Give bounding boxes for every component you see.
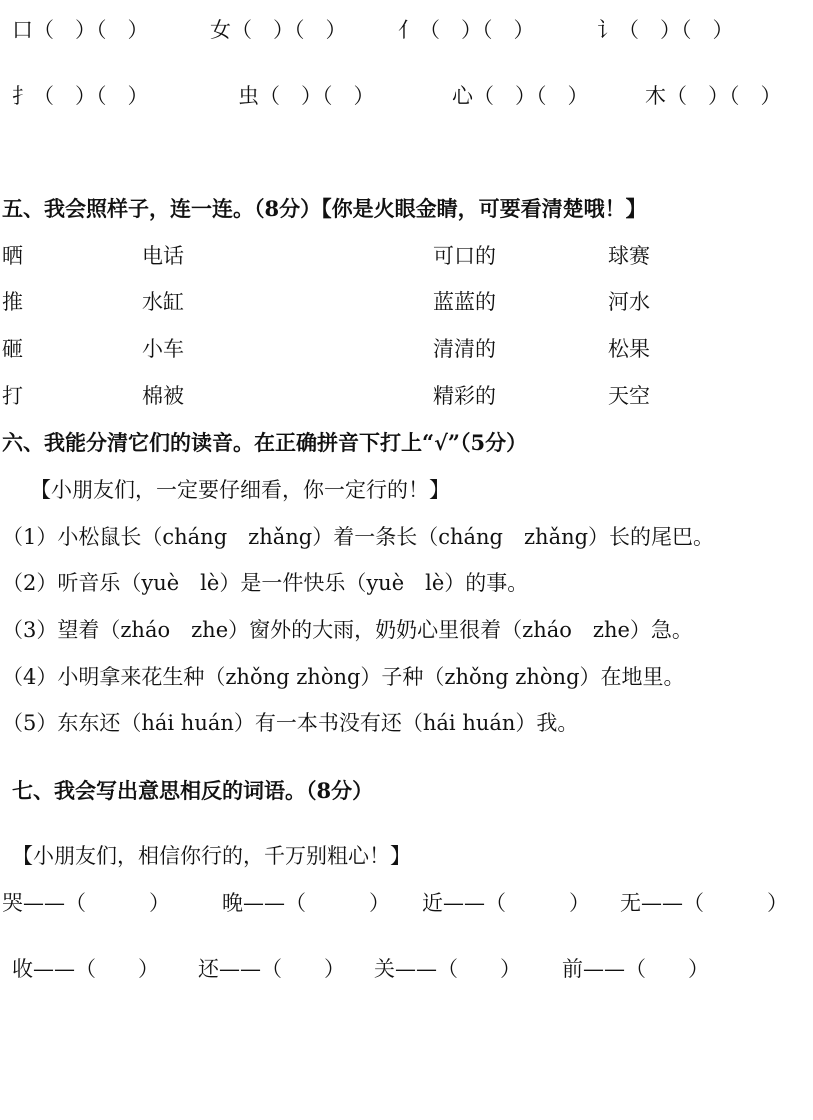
match-noun: 小车 — [142, 337, 184, 361]
radical-item: 亻（ ）（ ） — [398, 18, 535, 42]
match-verb: 砸 — [2, 337, 23, 361]
pinyin-item-4: （4）小明拿来花生种（zhǒng zhòng）子种（zhǒng zhòng）在地里。 — [2, 665, 685, 689]
antonym-item: 收——（ ） — [12, 957, 159, 981]
match-verb: 推 — [2, 290, 23, 314]
match-verb: 晒 — [2, 244, 23, 268]
antonym-item: 关——（ ） — [374, 957, 521, 981]
radical-item: 心（ ）（ ） — [452, 84, 589, 108]
match-adjective: 清清的 — [433, 337, 496, 361]
radical-item: 口（ ）（ ） — [12, 18, 149, 42]
section6-note: 【小朋友们，一定要仔细看，你一定行的！】 — [30, 478, 450, 502]
antonym-item: 哭——（ ） — [2, 891, 170, 915]
match-adjective: 精彩的 — [433, 384, 496, 408]
radical-item: 虫（ ）（ ） — [238, 84, 375, 108]
match-noun: 水缸 — [142, 290, 184, 314]
section5-heading: 五、我会照样子，连一连。（8分）【你是火眼金睛，可要看清楚哦！】 — [2, 196, 647, 221]
antonym-item: 还——（ ） — [198, 957, 345, 981]
radical-item: 扌（ ）（ ） — [12, 84, 149, 108]
antonym-item: 近——（ ） — [422, 891, 590, 915]
antonym-item: 前——（ ） — [562, 957, 709, 981]
match-object: 河水 — [608, 290, 650, 314]
radical-item: 木（ ）（ ） — [645, 84, 782, 108]
radical-item: 女（ ）（ ） — [210, 18, 347, 42]
match-object: 松果 — [608, 337, 650, 361]
match-noun: 电话 — [142, 244, 184, 268]
match-object: 球赛 — [608, 244, 650, 268]
match-verb: 打 — [2, 384, 23, 408]
pinyin-item-3: （3）望着（zháo zhe）窗外的大雨，奶奶心里很着（zháo zhe）急。 — [2, 618, 693, 642]
radical-item: 讠（ ）（ ） — [597, 18, 734, 42]
section7-note: 【小朋友们，相信你行的，千万别粗心！】 — [12, 844, 411, 868]
match-object: 天空 — [608, 384, 650, 408]
pinyin-item-2: （2）听音乐（yuè lè）是一件快乐（yuè lè）的事。 — [2, 571, 529, 595]
match-adjective: 蓝蓝的 — [433, 290, 496, 314]
section6-heading: 六、我能分清它们的读音。在正确拼音下打上“√”（5分） — [2, 430, 528, 455]
antonym-item: 无——（ ） — [620, 891, 788, 915]
pinyin-item-5: （5）东东还（hái huán）有一本书没有还（hái huán）我。 — [2, 711, 579, 735]
match-adjective: 可口的 — [433, 244, 496, 268]
section7-heading: 七、我会写出意思相反的词语。（8分） — [12, 778, 374, 803]
pinyin-item-1: （1）小松鼠长（cháng zhǎng）着一条长（cháng zhǎng）长的尾巴。 — [2, 525, 715, 549]
match-noun: 棉被 — [142, 384, 184, 408]
antonym-item: 晚——（ ） — [222, 891, 390, 915]
